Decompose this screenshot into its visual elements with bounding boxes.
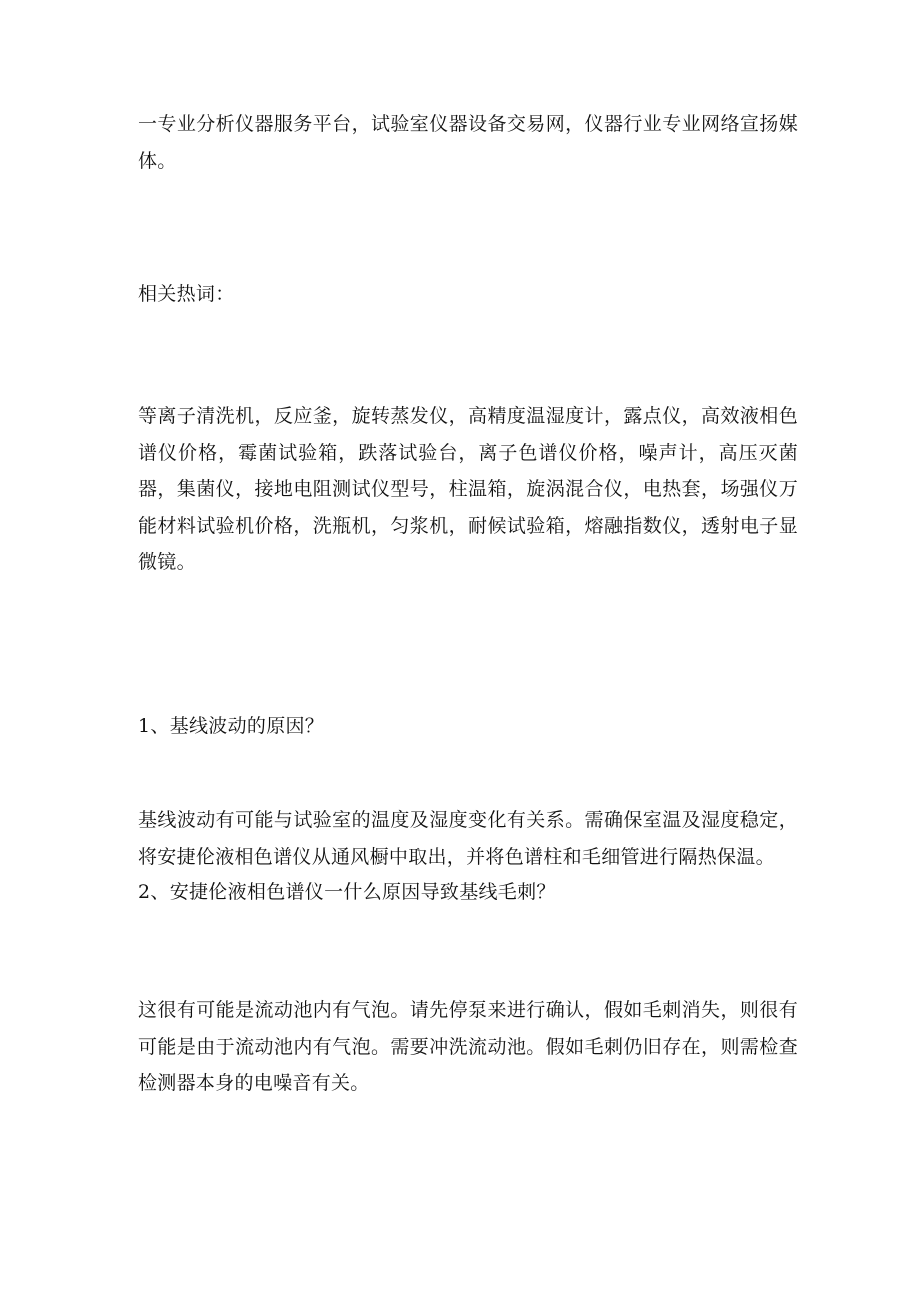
hot-words-paragraph: 等离子清洗机，反应釜，旋转蒸发仪，高精度温湿度计，露点仪，高效液相色谱仪价格，霉菌试验箱，跌落试验台，离子色谱仪价格，噪声计，高压灭菌器，集菌仪，接地电阻测试仪型号，柱温箱，旋涡混合仪，电热套，场强仪万能材料试验机价格，洗瓶机，匀浆机，耐候试验箱，熔融指数仪，透射电子显微镜。: [138, 405, 798, 573]
hot-words-label: 相关热词：: [138, 283, 235, 305]
question-1-heading: 1、基线波动的原因？: [138, 715, 325, 737]
answer-2-paragraph: 这很有可能是流动池内有气泡。请先停泵来进行确认，假如毛刺消失，则很有可能是由于流动池内有气泡。需要冲洗流动池。假如毛刺仍旧存在，则需检查检测器本身的电噪音有关。: [138, 999, 798, 1094]
answer-1-paragraph: 基线波动有可能与试验室的温度及湿度变化有关系。需确保室温及湿度稳定，将安捷伦液相色谱仪从通风橱中取出，并将色谱柱和毛细管进行隔热保温。: [138, 809, 798, 868]
question-2-heading: 2、安捷伦液相色谱仪一什么原因导致基线毛刺？: [138, 881, 556, 903]
intro-paragraph: 一专业分析仪器服务平台，试验室仪器设备交易网，仪器行业专业网络宣扬媒体。: [138, 113, 798, 172]
